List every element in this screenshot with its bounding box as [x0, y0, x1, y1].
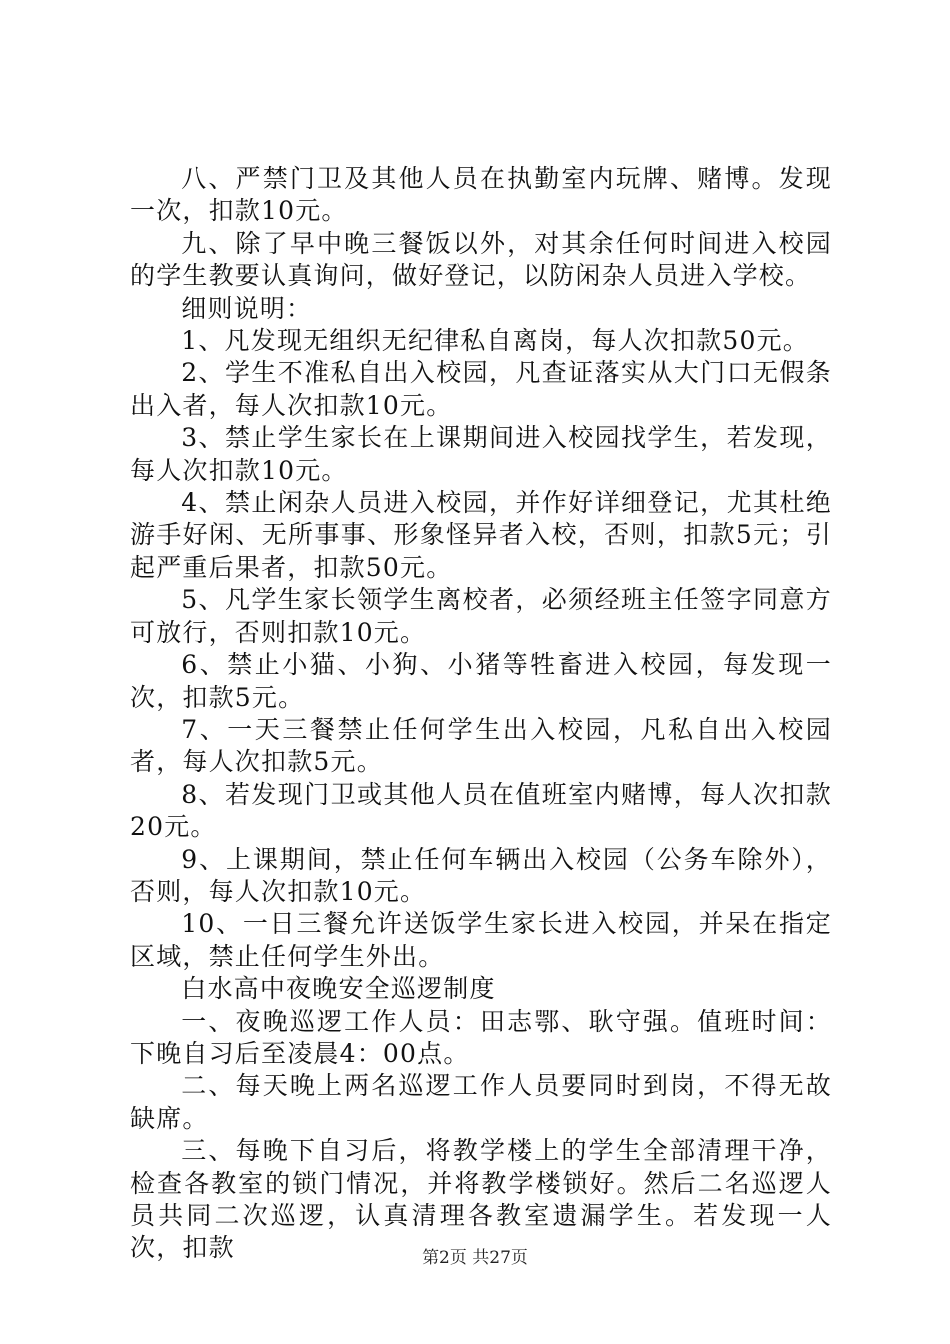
paragraph-detail-2: 2、学生不准私自出入校园，凡查证落实从大门口无假条出入者，每人次扣款10元。 — [130, 358, 832, 420]
paragraph-rule-9: 九、除了早中晚三餐饭以外，对其余任何时间进入校园的学生教要认真询问，做好登记，以防闲杂人员进入学校。 — [130, 228, 832, 291]
paragraph-detail-4: 4、禁止闲杂人员进入校园，并作好详细登记，尤其杜绝游手好闲、无所事事、形象怪异者入校，否则，扣款5元；引起严重后果者，扣款50元。 — [130, 488, 832, 582]
paragraph-patrol-2: 二、每天晚上两名巡逻工作人员要同时到岗，不得无故缺席。 — [130, 1071, 832, 1133]
paragraph-details-heading: 细则说明： — [181, 293, 313, 323]
paragraph-detail-8: 8、若发现门卫或其他人员在值班室内赌博，每人次扣款20元。 — [130, 779, 832, 842]
section-title-night-patrol: 白水高中夜晚安全巡逻制度 — [181, 974, 496, 1004]
document-body — [130, 163, 832, 1265]
paragraph-detail-10: 10、一日三餐允许送饭学生家长进入校园，并呆在指定区域，禁止任何学生外出。 — [130, 909, 832, 971]
paragraph-detail-7: 7、一天三餐禁止任何学生出入校园，凡私自出入校园者，每人次扣款5元。 — [130, 714, 832, 777]
paragraph-patrol-3: 三、每晚下自习后，将教学楼上的学生全部清理干净，检查各教室的锁门情况，并将教学楼锁好。然后二名巡逻人员共同二次巡逻，认真清理各教室遗漏学生。若发现一人次，扣款 — [130, 1136, 832, 1263]
page-number-footer: 第2页 共27页 — [422, 1248, 528, 1268]
paragraph-patrol-1: 一、夜晚巡逻工作人员：田志鄂、耿守强。值班时间：下晚自习后至凌晨4：00点。 — [130, 1006, 832, 1068]
paragraph-detail-1: 1、凡发现无组织无纪律私自离岗，每人次扣款50元。 — [181, 326, 809, 356]
paragraph-detail-3: 3、禁止学生家长在上课期间进入校园找学生，若发现，每人次扣款10元。 — [130, 423, 832, 485]
paragraph-detail-5: 5、凡学生家长领学生离校者，必须经班主任签字同意方可放行，否则扣款10元。 — [130, 585, 832, 647]
paragraph-rule-8: 八、严禁门卫及其他人员在执勤室内玩牌、赌博。发现一次，扣款10元。 — [130, 164, 832, 226]
paragraph-detail-9: 9、上课期间，禁止任何车辆出入校园（公务车除外），否则，每人次扣款10元。 — [130, 844, 832, 906]
paragraph-detail-6: 6、禁止小猫、小狗、小猪等牲畜进入校园，每发现一次，扣款5元。 — [130, 650, 832, 712]
